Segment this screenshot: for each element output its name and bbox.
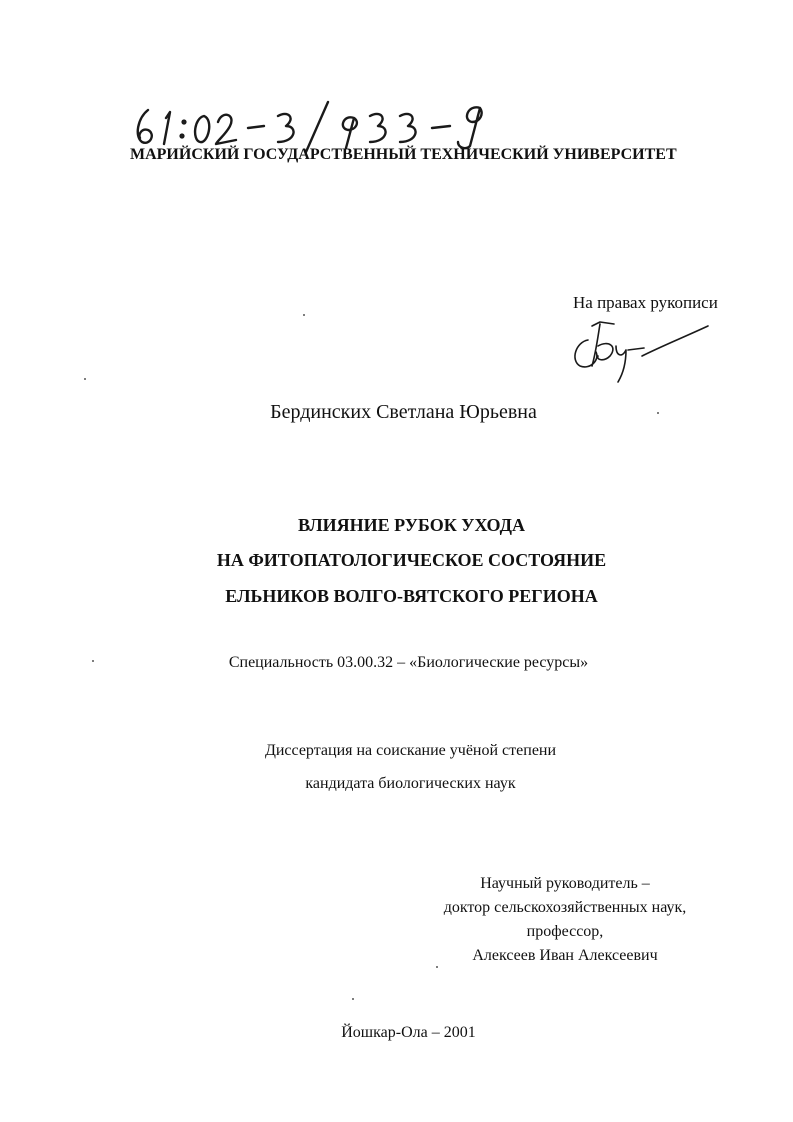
degree-statement-line: кандидата биологических наук [305,775,516,792]
scan-speck [436,966,438,968]
city-year: Йошкар-Ола – 2001 [341,1024,476,1041]
specialty-line: Специальность 03.00.32 – «Биологические ресурсы» [228,654,589,671]
signature-drawing [562,316,712,386]
scan-speck [303,314,305,316]
scan-speck [84,378,86,380]
dissertation-title-line: ЕЛЬНИКОВ ВОЛГО-ВЯТСКОГО РЕГИОНА [225,586,598,606]
dissertation-title-line: НА ФИТОПАТОЛОГИЧЕСКОЕ СОСТОЯНИЕ [216,550,607,570]
supervisor-role: Научный руководитель – [480,875,650,892]
dissertation-title-line: ВЛИЯНИЕ РУБОК УХОДА [297,515,526,535]
university-name: МАРИЙСКИЙ ГОСУДАРСТВЕННЫЙ ТЕХНИЧЕСКИЙ УНИВЕРСИТЕТ [130,146,677,163]
supervisor-block [400,872,730,968]
manuscript-note: На правах рукописи [573,293,718,312]
scan-speck [352,998,354,1000]
supervisor-name: Алексеев Иван Алексеевич [472,947,658,964]
handwritten-signature [562,316,712,386]
author-name: Бердинских Светлана Юрьевна [270,401,537,423]
supervisor-degree: доктор сельскохозяйственных наук, [443,899,687,916]
scan-speck [92,660,94,662]
degree-statement-line: Диссертация на соискание учёной степени [264,742,557,759]
supervisor-title: профессор, [526,923,604,940]
scan-speck [657,412,659,414]
